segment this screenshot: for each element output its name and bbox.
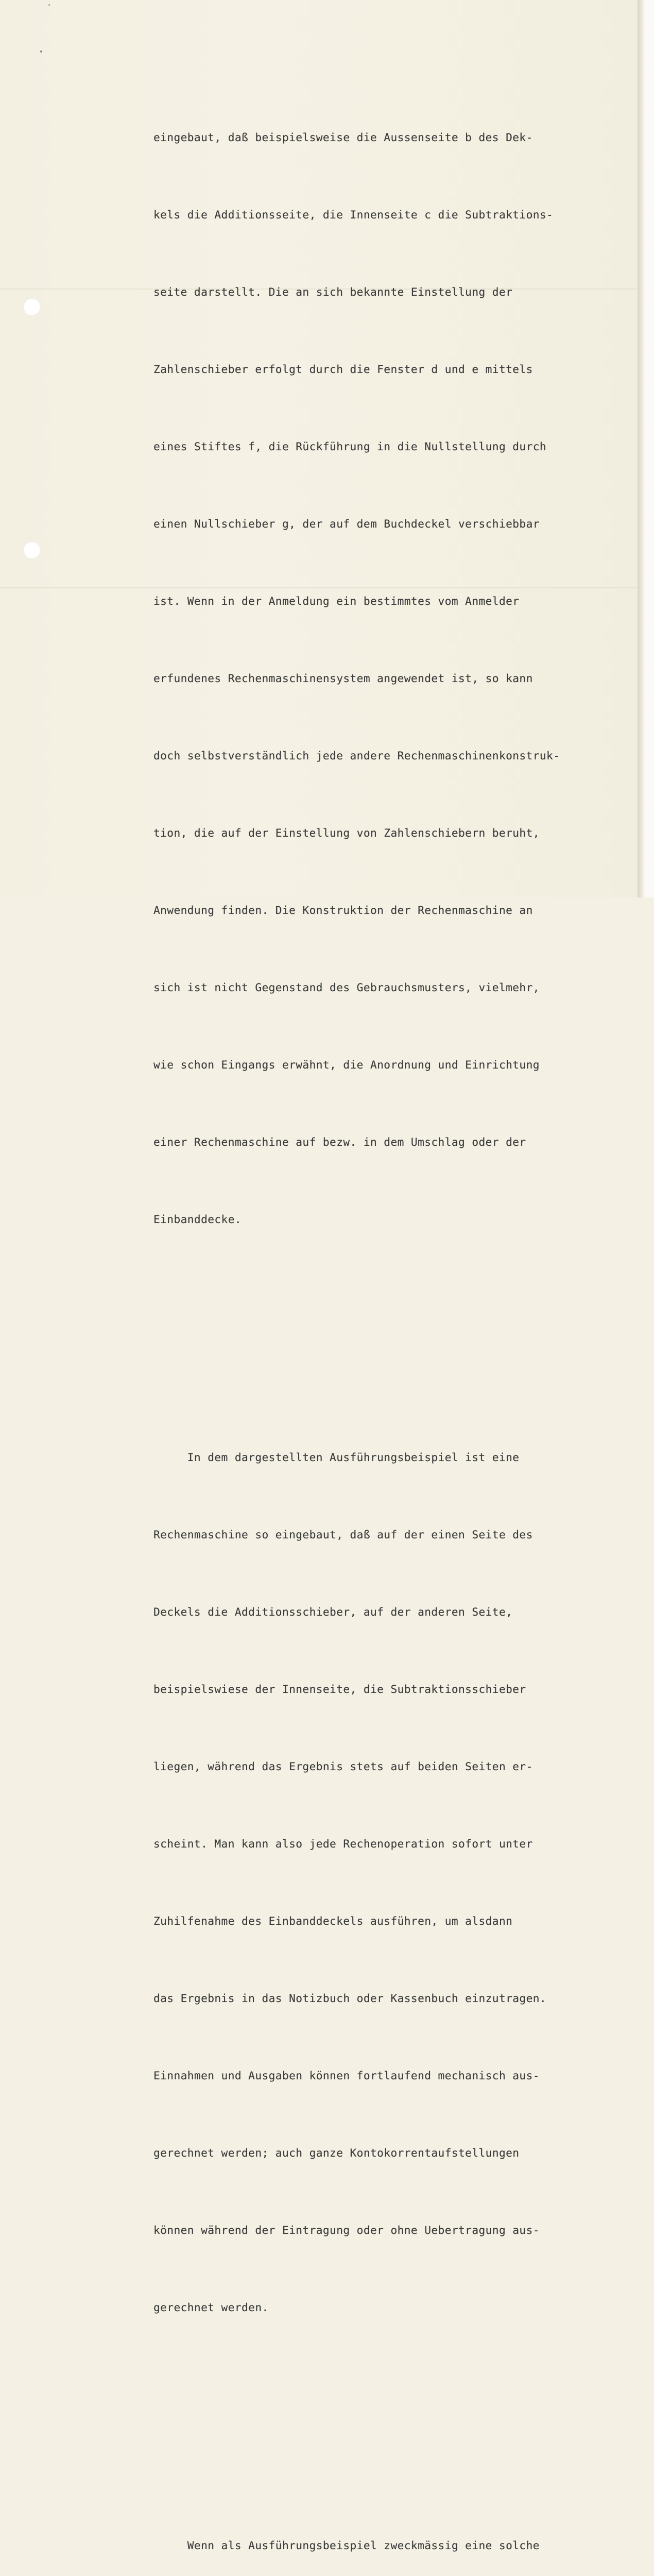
text-line: Rechenmaschine so eingebaut, daß auf der einen Seite des <box>153 1528 533 1541</box>
text-line: wie schon Eingangs erwähnt, die Anordnung und Einrichtung <box>153 1058 540 1071</box>
text-line: Zahlenschieber erfolgt durch die Fenster d und e mittels <box>153 363 533 376</box>
paragraph-spacer <box>153 2424 638 2430</box>
paragraph-1 <box>153 73 638 1284</box>
text-line: beispielswiese der Innenseite, die Subtraktionsschieber <box>153 1683 526 1696</box>
text-line: einer Rechenmaschine auf bezw. in dem Umschlag oder der <box>153 1136 526 1148</box>
text-line: eingebaut, daß beispielsweise die Aussenseite b des Dek- <box>153 131 533 144</box>
paper-speck <box>40 50 42 53</box>
punch-hole-upper <box>23 298 40 315</box>
text-line: Wenn als Ausführungsbeispiel zweckmässig eine solche <box>153 2539 540 2552</box>
text-line: sich ist nicht Gegenstand des Gebrauchsmusters, vielmehr, <box>153 981 540 994</box>
background-margin <box>645 0 654 897</box>
text-line: Deckels die Additionsschieber, auf der anderen Seite, <box>153 1605 513 1618</box>
text-line: Einnahmen und Ausgaben können fortlaufend mechanisch aus- <box>153 2069 540 2082</box>
text-line: können während der Eintragung oder ohne Uebertragung aus- <box>153 2224 540 2236</box>
text-line: das Ergebnis in das Notizbuch oder Kassenbuch einzutragen. <box>153 1992 547 2005</box>
text-line: gerechnet werden; auch ganze Kontokorrentaufstellungen <box>153 2146 520 2159</box>
paragraph-spacer <box>153 1335 638 1342</box>
text-line: seite darstellt. Die an sich bekannte Einstellung der <box>153 285 513 298</box>
text-line: gerechnet werden. <box>153 2301 269 2314</box>
text-line: tion, die auf der Einstellung von Zahlenschiebern beruht, <box>153 826 540 839</box>
text-line: scheint. Man kann also jede Rechenoperation sofort unter <box>153 1837 533 1850</box>
punch-hole-lower <box>23 541 40 558</box>
text-line: erfundenes Rechenmaschinensystem angewendet ist, so kann <box>153 672 533 685</box>
paragraph-2 <box>153 1393 638 2372</box>
paper-edge-shadow <box>638 0 645 897</box>
text-line: Anwendung finden. Die Konstruktion der Rechenmaschine an <box>153 904 533 917</box>
text-line: eines Stiftes f, die Rückführung in die Nullstellung durch <box>153 440 547 453</box>
text-line: doch selbstverständlich jede andere Rechenmaschinenkonstruk- <box>153 749 560 762</box>
text-line: kels die Additionsseite, die Innenseite c die Subtraktions- <box>153 208 554 221</box>
typewritten-body <box>153 22 638 2576</box>
text-line: liegen, während das Ergebnis stets auf beiden Seiten er- <box>153 1760 533 1773</box>
text-line: Zuhilfenahme des Einbanddeckels ausführen, um alsdann <box>153 1914 513 1927</box>
text-line: In dem dargestellten Ausführungsbeispiel ist eine <box>153 1451 520 1464</box>
paragraph-3 <box>153 2481 638 2576</box>
text-line: einen Nullschieber g, der auf dem Buchdeckel verschiebbar <box>153 517 540 530</box>
paper-speck <box>48 4 50 6</box>
text-line: Einbanddecke. <box>153 1213 242 1226</box>
text-line: ist. Wenn in der Anmeldung ein bestimmtes vom Anmelder <box>153 595 520 607</box>
